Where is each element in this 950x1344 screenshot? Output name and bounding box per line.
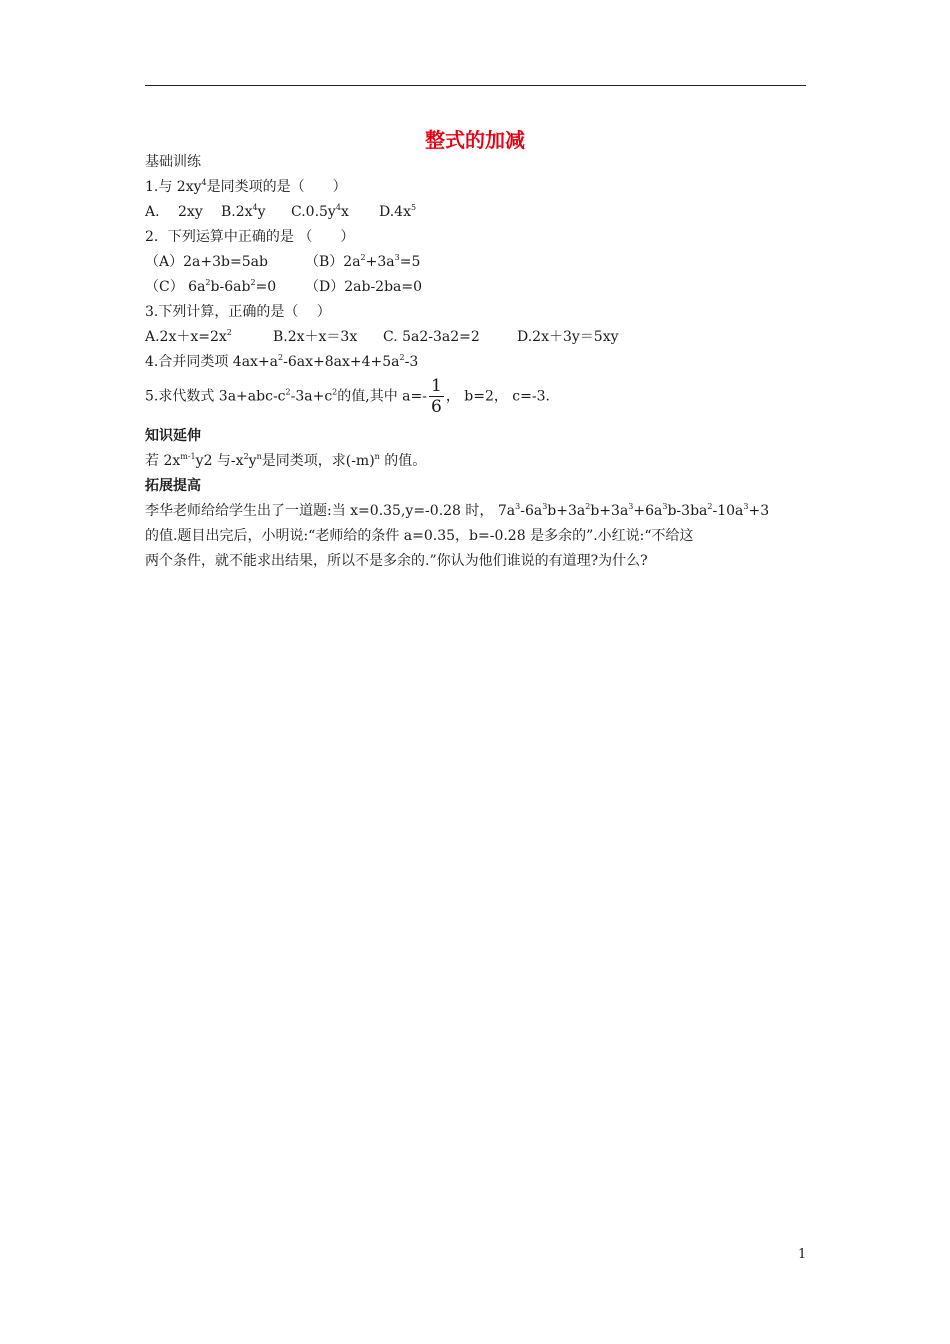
option-a: $A.2x+x=2x^2$ [145,328,232,345]
option-c: C. 5a2-3a2=2 [383,329,480,345]
question-2-stem: 2．下列运算中正确的是 （ ） [145,229,355,245]
advanced-line-2: 的值.题目出完后，小明说:“老师给的条件 a=0.35，b=-0.28 是多余的”.小红说:“不给这 [145,528,694,544]
fraction-denominator: 6 [430,397,442,417]
question-2-options-ab [145,252,420,272]
question-4: 4.合并同类项 $4ax+a^2-6ax+8ax+4+5a^2-3$ [145,353,419,370]
question-1-stem: 1.与 $2xy^4$是同类项的是（ ） [145,178,347,195]
advanced-line-3: 两个条件，就不能求出结果，所以不是多余的.”你认为他们谁说的有道理?为什么? [145,553,648,569]
option-c: $C.0.5y^4x$ [291,203,349,220]
option-d: D.2x＋3y＝5xy [517,329,619,345]
section-extension-heading: 知识延伸 [145,428,201,444]
header-rule [145,85,806,86]
question-3-stem: 3.下列计算，正确的是（ ） [145,304,331,320]
page-number: 1 [798,1247,807,1262]
advanced-line-1: 李华老师给给学生出了一道题:当 x=0.35,y=-0.28 时， $7a^3-6a^3b+3a^2b+3a^3+6a^3b-3ba^2-10a^3+3$ [145,502,770,519]
extension-question: 若 $2x^{m-1}y2$ 与$-x^2y^n$是同类项，求$(-m)^n$ 的值。 [145,452,427,469]
question-1-options [145,202,416,222]
section-basic-heading: 基础训练 [145,154,201,170]
fraction-numerator: 1 [430,376,442,396]
question-3-options [145,327,619,347]
option-a: A. 2xy [145,204,203,220]
document-title: 整式的加减 [425,128,525,152]
option-d: $D.4x^5$ [379,203,417,220]
option-b: B.2x＋x＝3x [273,329,358,345]
question-2-options-cd [145,277,422,297]
option-d: （D）2ab-2ba=0 [305,279,423,295]
option-b: $(B)2a^2+3a^3=5$ [305,253,421,270]
option-c: （C） $6a^2b-6ab^2=0$ [145,278,277,295]
fraction [429,376,444,417]
option-b: $B.2x^4y$ [221,203,266,220]
question-5: 5.求代数式 $3a+abc-c^2-3a+c^2$的值,其中 a=- $\frac{1}{6}$ ， b=2， c=-3. [145,376,550,417]
option-a: （A）2a+3b=5ab [145,254,268,270]
section-advanced-heading: 拓展提高 [145,478,201,494]
